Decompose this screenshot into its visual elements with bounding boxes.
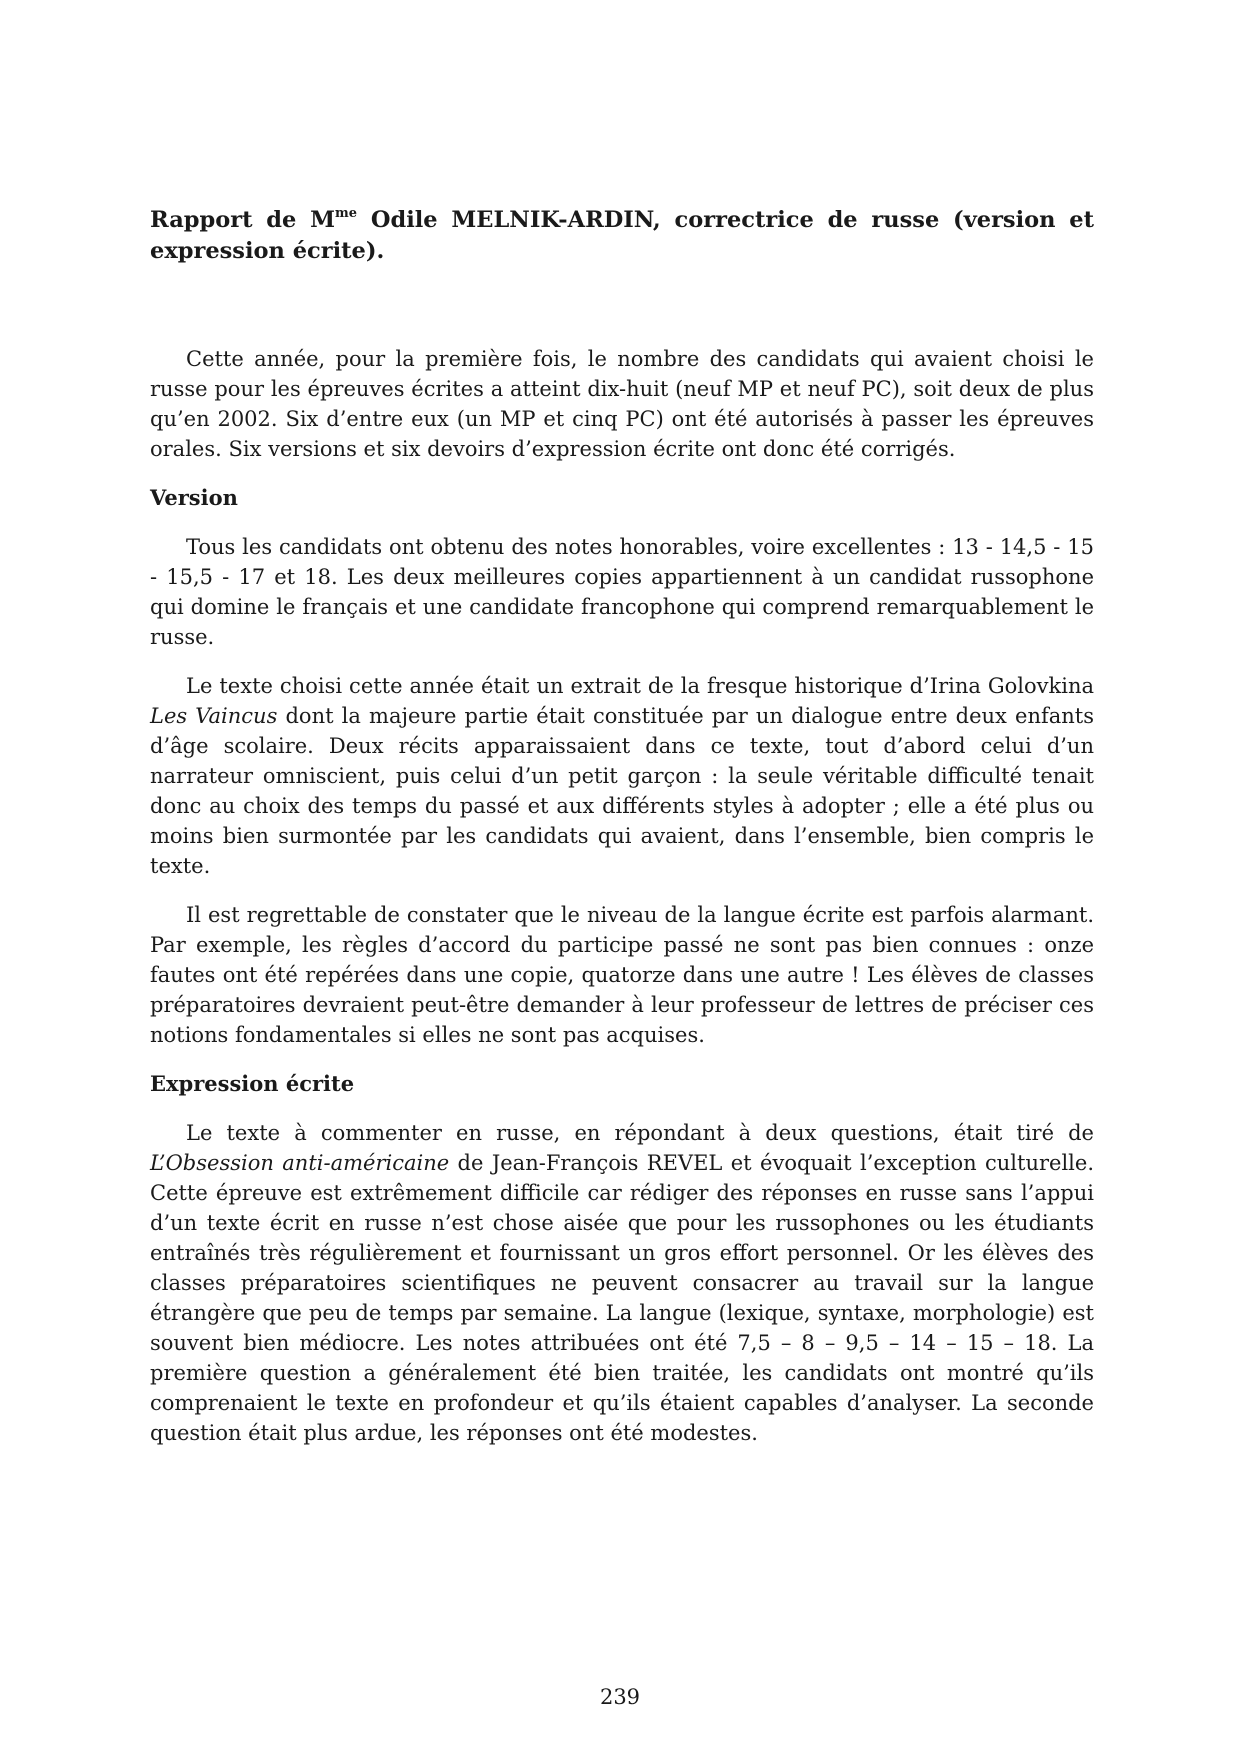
title-superscript: me: [335, 205, 358, 221]
expression-p1-after: de Jean-François REVEL et évoquait l’exception culturelle. Cette épreuve est extrêmement difficile car rédiger des réponses en russe sans l’appui d’un texte écrit en russe n’est chose aisée que pour les russophones ou les étudiants entraînés très régulièrement et fournissant un gros effort personnel. Or les élèves des classes préparatoires scientifiques ne peuvent consacrer au travail sur la langue étrangère que peu de temps par semaine. La langue (lexique, syntaxe, morphologie) est souvent bien médiocre. Les notes attribuées ont été 7,5 – 8 – 9,5 – 14 – 15 – 18. La première question a généralement été bien traitée, les candidats ont montré qu’ils comprenaient le texte en profondeur et qu’ils étaient capables d’analyser. La seconde question était plus ardue, les réponses ont été modestes.: [150, 1151, 1094, 1445]
version-paragraph-3: Il est regrettable de constater que le niveau de la langue écrite est parfois alarmant. Par exemple, les règles d’accord du participe passé ne sont pas bien connues : onze fautes ont été repérées dans une copie, quatorze dans une autre ! Les élèves de classes préparatoires devraient peut-être demander à leur professeur de lettres de préciser ces notions fondamentales si elles ne sont pas acquises.: [150, 903, 1094, 1047]
expression-paragraph-1: [150, 1118, 1094, 1448]
version-p2-before: Le texte choisi cette année était un extrait de la fresque historique d’Irina Golovkina: [186, 674, 1094, 698]
book-title-obsession: L’Obsession anti-américaine: [150, 1151, 450, 1175]
version-p2-after: dont la majeure partie était constituée par un dialogue entre deux enfants d’âge scolaire. Deux récits apparaissaient dans ce texte, tout d’abord celui d’un narrateur omniscient, puis celui d’un petit garçon : la seule véritable difficulté tenait donc au choix des temps du passé et aux différents styles à adopter ; elle a été plus ou moins bien surmontée par les candidats qui avaient, dans l’ensemble, bien compris le texte.: [150, 704, 1094, 878]
section-heading-expression: Expression écrite: [150, 1071, 355, 1096]
page-body: [150, 205, 1094, 1467]
title-prefix: Rapport de M: [150, 207, 336, 233]
title-rest: Odile MELNIK-ARDIN, correctrice de russe (version et expression écrite).: [150, 207, 1095, 264]
section-heading-version: Version: [150, 485, 238, 510]
expression-p1-before: Le texte à commenter en russe, en répondant à deux questions, était tiré de: [186, 1121, 1094, 1145]
book-title-les-vaincus: Les Vaincus: [150, 704, 278, 728]
version-paragraph-2: [150, 671, 1094, 881]
report-title: [150, 205, 1094, 267]
page-number: 239: [599, 1685, 641, 1709]
intro-paragraph: Cette année, pour la première fois, le nombre des candidats qui avaient choisi le russe pour les épreuves écrites a atteint dix-huit (neuf MP et neuf PC), soit deux de plus qu’en 2002. Six d’entre eux (un MP et cinq PC) ont été autorisés à passer les épreuves orales. Six versions et six devoirs d’expression écrite ont donc été corrigés.: [150, 347, 1094, 461]
version-paragraph-1: Tous les candidats ont obtenu des notes honorables, voire excellentes : 13 - 14,5 - 15 - 15,5 - 17 et 18. Les deux meilleures copies appartiennent à un candidat russophone qui domine le français et une candidate francophone qui comprend remarquablement le russe.: [150, 535, 1094, 649]
